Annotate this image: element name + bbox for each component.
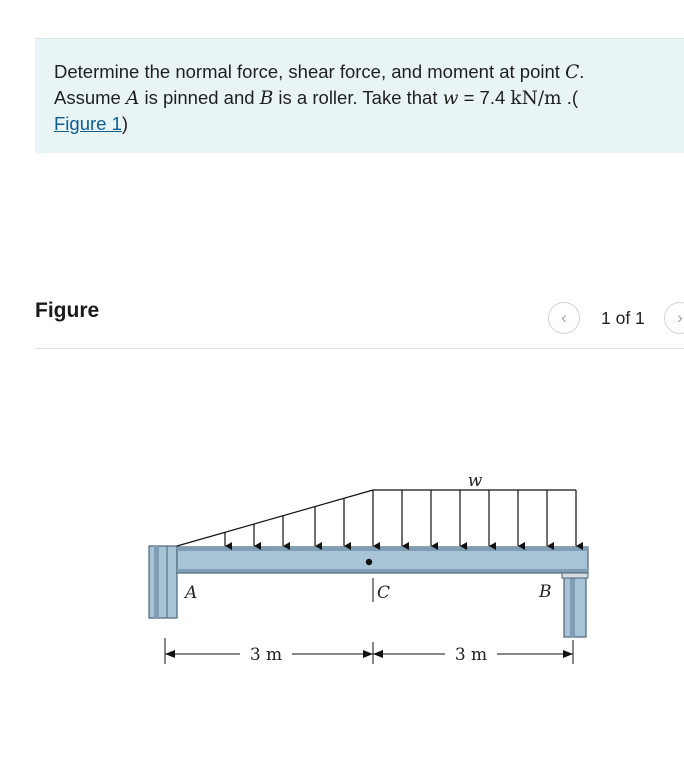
point-c-symbol: C <box>565 62 580 83</box>
point-c-label: C <box>377 583 391 603</box>
chevron-left-icon[interactable]: ‹ <box>548 302 580 334</box>
support-b-label: B <box>539 582 552 602</box>
figure-heading: Figure <box>35 299 100 322</box>
span-right-label: 3 m <box>454 645 488 665</box>
problem-text-period: . <box>579 61 585 82</box>
w-symbol: w <box>442 88 459 109</box>
load-unit: kN/m <box>510 88 562 109</box>
problem-text-1: Determine the normal force, shear force, and moment at point <box>54 61 566 82</box>
paren-close: ) <box>121 113 129 134</box>
beam-diagram <box>140 460 600 670</box>
figure-pager <box>548 302 684 334</box>
beam-figure <box>140 460 600 670</box>
divider <box>35 348 684 349</box>
paren-open: .( <box>561 87 579 108</box>
roller-b-icon <box>562 573 588 578</box>
problem-panel <box>35 38 684 153</box>
chevron-right-icon[interactable]: › <box>664 302 684 334</box>
distributed-load <box>177 490 576 546</box>
point-c-marker <box>366 559 372 565</box>
dimension-lines <box>165 638 573 664</box>
point-b-symbol: B <box>259 88 274 109</box>
beam <box>177 547 588 573</box>
problem-text-3: is pinned and <box>139 87 260 108</box>
support-b-column <box>562 573 588 637</box>
point-a-symbol: A <box>125 88 140 109</box>
support-a-label: A <box>185 583 198 603</box>
figure-link[interactable]: Figure 1 <box>54 113 122 134</box>
span-left-label: 3 m <box>249 645 283 665</box>
problem-text-2: Assume <box>54 87 126 108</box>
problem-text-4: is a roller. Take that <box>273 87 443 108</box>
problem-statement <box>54 59 674 136</box>
load-value: = 7.4 <box>458 87 511 108</box>
pager-label: 1 of 1 <box>601 308 645 328</box>
load-w-label: w <box>467 471 483 491</box>
